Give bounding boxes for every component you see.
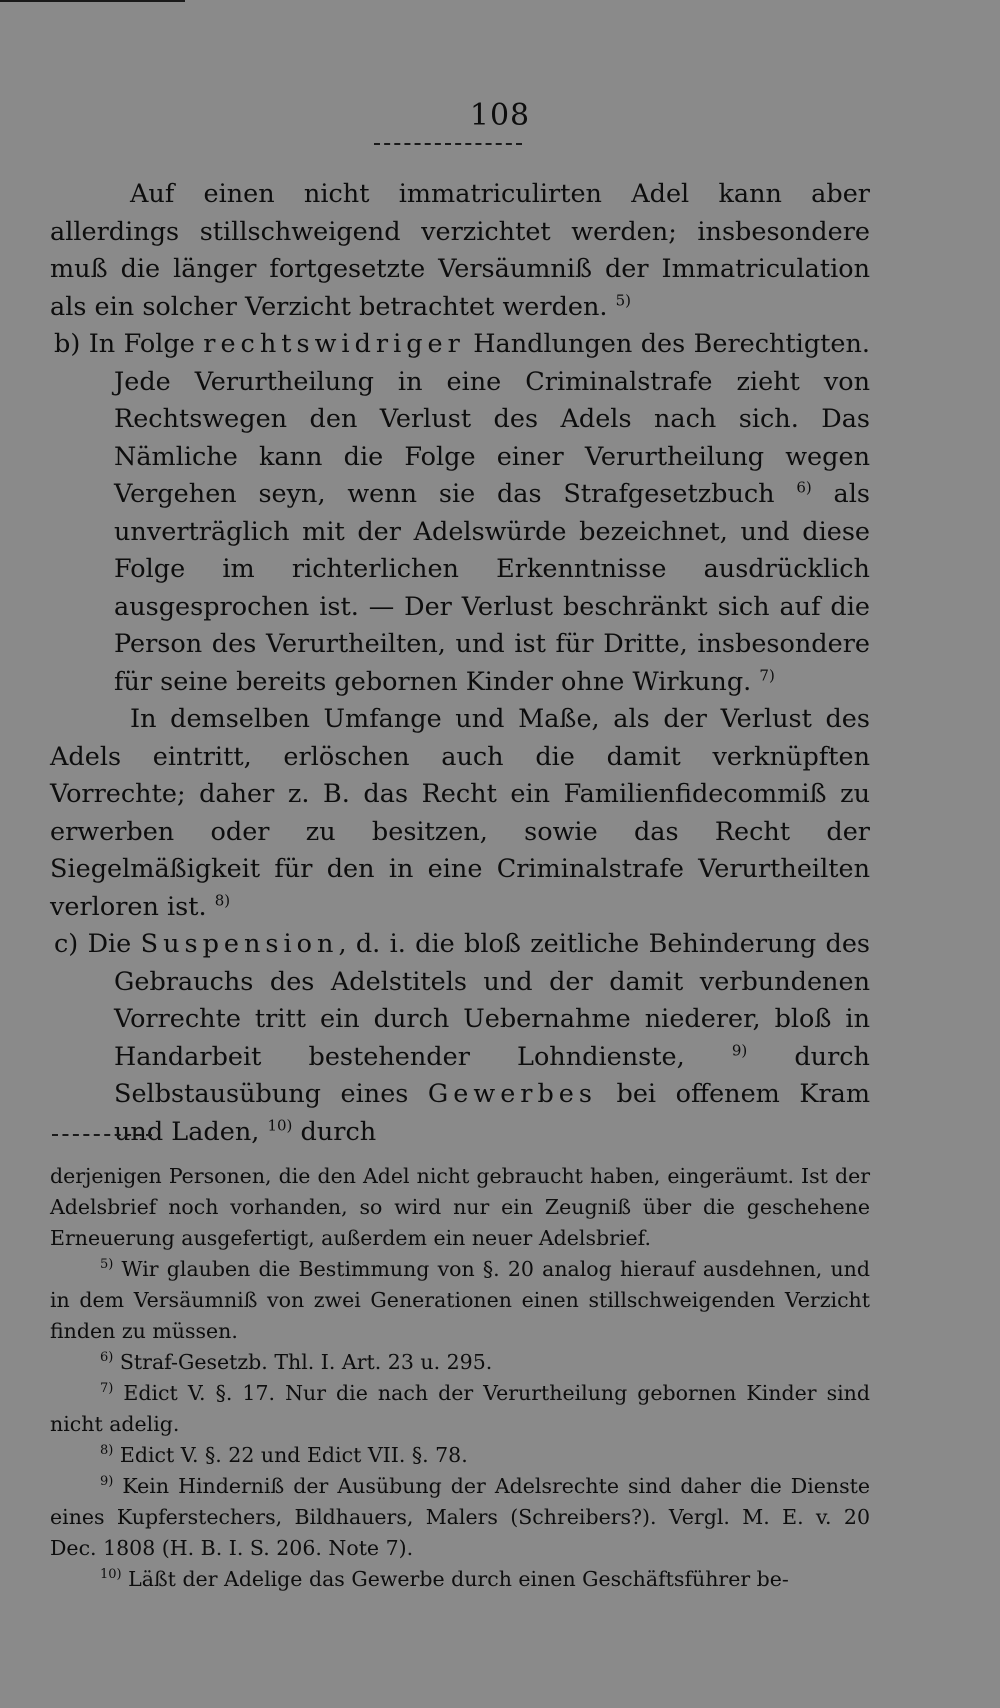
footnote-mark-5: 5) bbox=[100, 1257, 114, 1273]
footnote-ref-10: 10) bbox=[267, 1116, 293, 1134]
footnote-9 bbox=[50, 1471, 870, 1564]
paragraph-3 bbox=[50, 701, 870, 926]
footnote-mark-9: 9) bbox=[100, 1474, 114, 1490]
footnote-continuation: derjenigen Personen, die den Adel nicht gebraucht haben, eingeräumt. Ist der Adelsbrief noch vorhanden, so wird nur ein Zeugniß über die geschehene Erneuerung ausgefertigt, außerdem ein neuer Adelsbrief. bbox=[50, 1164, 870, 1250]
footnote-5 bbox=[50, 1254, 870, 1347]
paragraph-b-text: Handlungen des Berechtigten. Jede Verurtheilung in eine Criminalstrafe zieht von Rechtswegen den Verlust des Adels nach sich. Das Nämliche kann die Folge einer Verurtheilung wegen Vergehen seyn, wenn sie das Strafgesetzbuch bbox=[114, 329, 871, 509]
spaced-term-gewerbes: Gewerbes bbox=[427, 1079, 597, 1109]
footnote-10 bbox=[50, 1564, 870, 1595]
footnote-8-text: Edict V. §. 22 und Edict VII. §. 78. bbox=[119, 1443, 468, 1467]
footnote-separator bbox=[52, 1134, 152, 1136]
spaced-term-suspension: Suspension bbox=[140, 929, 339, 959]
paragraph-b-lead: In Folge bbox=[88, 329, 195, 359]
paragraph-3-text: In demselben Umfange und Maße, als der Verlust des Adels eintritt, erlöschen auch die damit verknüpften Vorrechte; daher z. B. das Recht ein Familienfidecommiß zu erwerben oder zu besitzen, sowie das Recht der Siegelmäßigkeit für den in eine Criminalstrafe Verurtheilten verloren ist. bbox=[50, 704, 870, 922]
footnote-9-text: Kein Hinderniß der Ausübung der Adelsrechte sind daher die Dienste eines Kupferstechers, Bildhauers, Malers (Schreibers?). Vergl. M. E. v. 20 Dec. 1808 (H. B. I. S. 206. Note 7). bbox=[50, 1474, 870, 1560]
header-rule bbox=[374, 143, 522, 145]
footnote-7-text: Edict V. §. 17. Nur die nach der Verurtheilung gebornen Kinder sind nicht adelig. bbox=[50, 1381, 870, 1436]
footnote-5-text: Wir glauben die Bestimmung von §. 20 analog hierauf ausdehnen, und in dem Versäumniß von zwei Generationen einen stillschweigenden Verzicht finden zu müssen. bbox=[50, 1257, 870, 1343]
footnote-ref-9: 9) bbox=[731, 1041, 748, 1059]
paragraph-b-text-2: als unverträglich mit der Adelswürde bezeichnet, und diese Folge im richterlichen Erkenntnisse ausdrücklich ausgesprochen ist. — Der Verlust beschränkt sich auf die Person des Verurtheilten, und ist für Dritte, insbesondere für seine bereits gebornen Kinder ohne Wirkung. bbox=[114, 479, 870, 697]
footnote-10-text: Läßt der Adelige das Gewerbe durch einen Geschäftsführer be- bbox=[128, 1567, 789, 1591]
paragraph-c-text-3: bei offenem Kram und Laden, bbox=[114, 1079, 871, 1147]
paragraph-c-text-4: durch bbox=[300, 1116, 377, 1147]
footnote-mark-6: 6) bbox=[100, 1350, 114, 1366]
footnote-mark-7: 7) bbox=[100, 1381, 114, 1397]
footnote-ref-7: 7) bbox=[759, 666, 775, 684]
footnote-mark-10: 10) bbox=[100, 1567, 122, 1583]
footnote-8 bbox=[50, 1440, 870, 1471]
page-number: 108 bbox=[469, 98, 531, 133]
paragraph-1-text: Auf einen nicht immatriculirten Adel kann aber allerdings stillschweigend verzichtet werden; insbesondere muß die länger fortgesetzte Versäumniß der Immatriculation als ein solcher Verzicht betrachtet werden. bbox=[50, 179, 870, 322]
footnote-ref-8: 8) bbox=[214, 891, 231, 909]
footnote-6-text: Straf-Gesetzb. Thl. I. Art. 23 u. 295. bbox=[119, 1350, 493, 1374]
footnote-ref-5: 5) bbox=[615, 291, 632, 309]
paragraph-c-lead: Die bbox=[87, 929, 132, 959]
paragraph-c-text-2: durch Selbstausübung eines bbox=[114, 1041, 870, 1109]
top-edge-rule bbox=[0, 0, 185, 2]
paragraph-c-text: , d. i. die bloß zeitliche Behinderung des Gebrauchs des Adelstitels und der damit verbundenen Vorrechte tritt ein durch Uebernahme niederer, bloß in Handarbeit bestehender Lohndienste, bbox=[114, 929, 871, 1072]
main-text bbox=[50, 176, 870, 1151]
paragraph-1 bbox=[50, 176, 870, 326]
footnote-7 bbox=[50, 1378, 870, 1440]
footnotes bbox=[50, 1161, 870, 1595]
footnote-6 bbox=[50, 1347, 870, 1378]
paragraph-b bbox=[50, 326, 870, 701]
item-label-b: b) bbox=[54, 329, 81, 359]
footnote-mark-8: 8) bbox=[100, 1443, 114, 1459]
spaced-term-rechtswidriger: rechtswidriger bbox=[203, 329, 465, 359]
footnote-ref-6: 6) bbox=[796, 478, 812, 497]
paragraph-c bbox=[50, 926, 870, 1151]
item-label-c: c) bbox=[54, 929, 79, 959]
